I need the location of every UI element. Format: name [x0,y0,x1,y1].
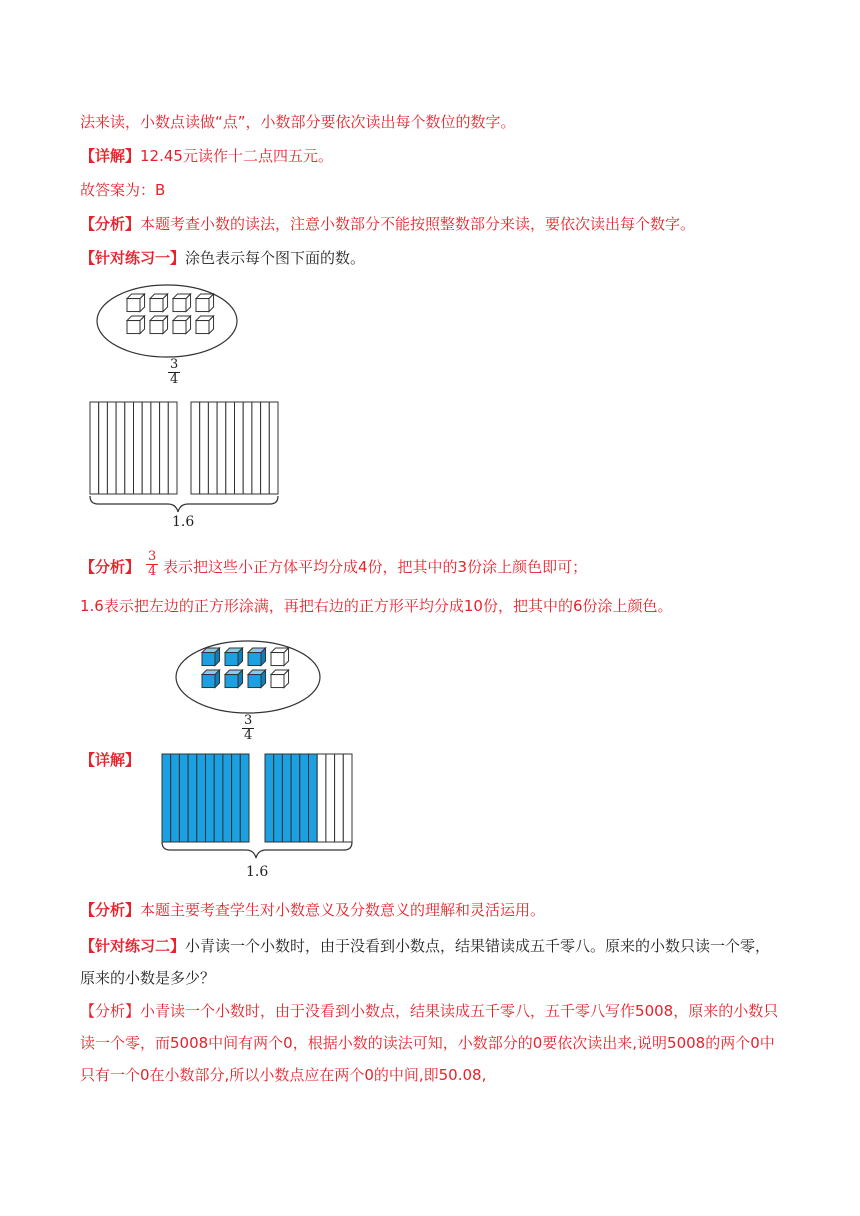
cube-front [248,675,261,688]
analysis-tag: 【分析】 [80,558,141,576]
tenth-strip [217,402,226,494]
cube-side [209,316,214,334]
analysis-tag: 【分析】 [80,215,141,233]
tenth-strip [282,754,291,842]
figure-one [80,278,300,538]
tenth-strip [300,754,309,842]
cube-front [271,675,284,688]
cube-front [127,299,140,312]
tenth-strip [326,754,335,842]
cube-side [209,294,214,312]
tenth-strip [188,754,197,842]
fraction-denominator: 4 [170,372,179,387]
analysis-text: 本题主要考查学生对小数意义及分数意义的理解和灵活运用。 [140,901,546,919]
cube-side [163,316,168,334]
tenth-strip [261,402,270,494]
cube-front [225,675,238,688]
fraction-denominator: 4 [148,564,157,579]
tenth-strip [90,402,99,494]
tenth-strip [291,754,300,842]
detail-tag: 【详解】 [80,751,141,769]
fraction-denominator: 4 [244,728,253,743]
tenth-strip [125,402,134,494]
tenth-strip [317,754,326,842]
analysis-tag: 【分析】 [80,1002,141,1020]
cube-front [202,675,215,688]
analysis-paragraph-4 [80,898,545,922]
tenth-strip [197,754,206,842]
cube-side [284,670,289,688]
tenths-grid-group [162,754,352,842]
tenth-strip [99,402,108,494]
cube-front [196,321,209,334]
cube-front [150,299,163,312]
cube-front [271,653,284,666]
cube-side [186,294,191,312]
tenth-strip [214,754,223,842]
tenth-strip [235,402,244,494]
cube-front [225,653,238,666]
fig2-label: 1.6 [246,864,269,880]
tenth-strip [243,402,252,494]
tenth-strip [134,402,143,494]
detail-tag-2 [80,748,140,772]
detail-text: 12.45元读作十二点四五元。 [140,147,333,165]
practice-one-paragraph [80,246,365,270]
tenth-strip [232,754,241,842]
tenth-strip [151,402,160,494]
brace [90,496,278,512]
tenth-strip [309,754,318,842]
analysis-text: 小青读一个小数时，由于没看到小数点，结果读成五千零八，五千零八写作5008，原来的小数只读一个零，而5008中间有两个0，根据小数的读法可知，小数部分的0要依次读出来,说明5008的两个0中只有一个0在小数部分,所以小数点应在两个0的中间,即50.08, [80,1002,779,1084]
cube-group [127,294,214,334]
cube-oval [97,285,237,357]
tenth-strip [200,402,209,494]
inline-fraction [146,550,158,579]
tenth-strip [160,402,169,494]
tenth-strip [168,402,177,494]
paragraph-continuation: 法来读，小数点读做“点”，小数部分要依次读出每个数位的数字。 [80,113,516,131]
tenth-strip [191,402,200,494]
cube-front [173,299,186,312]
fraction-numerator: 3 [170,357,179,372]
cube-side [140,316,145,334]
cube-front [248,653,261,666]
fraction-numerator: 3 [244,713,253,728]
tenths-grid-group [90,402,278,494]
detail-tag: 【详解】 [80,147,141,165]
cube-side [140,294,145,312]
cube-front [196,299,209,312]
cube-side [186,316,191,334]
tenth-strip [269,402,278,494]
fraction-numerator: 3 [148,549,157,564]
analysis-paragraph-1 [80,212,695,236]
fig1-label: 1.6 [172,514,195,530]
practice-one-text: 涂色表示每个图下面的数。 [185,249,366,267]
tenth-strip [265,754,274,842]
tenth-strip [223,754,232,842]
tenth-strip [252,402,261,494]
brace [162,842,352,858]
figure-two [158,636,368,886]
practice-two-tag: 【针对练习二】 [80,937,186,955]
tenth-strip [116,402,125,494]
cube-side [284,648,289,666]
tenth-strip [179,754,188,842]
cube-side [163,294,168,312]
tenth-strip [171,754,180,842]
tenth-strip [226,402,235,494]
tenth-strip [274,754,283,842]
practice-one-tag: 【针对练习一】 [80,249,186,267]
cube-front [173,321,186,334]
analysis-paragraph-5 [80,995,780,1091]
detail-paragraph [80,144,333,168]
cube-front [150,321,163,334]
practice-two-text: 小青读一个小数时，由于没看到小数点，结果错读成五千零八。原来的小数只读一个零，原来的小数是多少？ [80,937,771,987]
tenth-strip [142,402,151,494]
tenth-strip [343,754,352,842]
practice-two-paragraph [80,930,780,994]
analysis-text: 本题考查小数的读法，注意小数部分不能按照整数部分来读，要依次读出每个数字。 [140,215,696,233]
tenth-strip [240,754,249,842]
analysis-paragraph-3: 1.6表示把左边的正方形涂满，再把右边的正方形平均分成10份，把其中的6份涂上颜色。 [80,597,673,615]
cube-front [127,321,140,334]
tenth-strip [162,754,171,842]
tenth-strip [208,402,217,494]
fig2-fraction [242,714,254,743]
cube-front [202,653,215,666]
analysis-text: 表示把这些小正方体平均分成4份，把其中的3份涂上颜色即可； [163,558,588,576]
tenth-strip [335,754,344,842]
tenth-strip [206,754,215,842]
cube-group [202,648,289,688]
analysis-paragraph-2 [80,555,140,579]
tenth-strip [107,402,116,494]
fig1-fraction [168,358,180,387]
analysis-tag: 【分析】 [80,901,141,919]
answer-line: 故答案为：B [80,181,166,199]
